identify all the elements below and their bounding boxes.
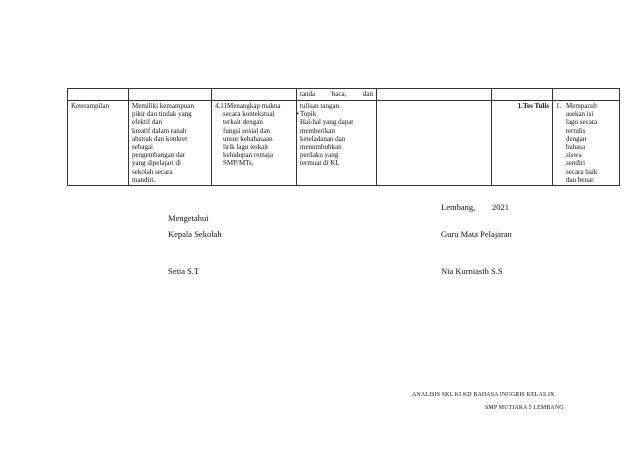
table-row [68,101,620,186]
material-line: Topik [300,110,317,119]
place-date: Lembang, [441,202,476,212]
aspect-cell [68,101,129,186]
table-row [68,89,620,101]
table-cell [297,89,377,101]
objective-line: efektif dan [132,118,163,127]
instrument-line: lagu secara [566,118,598,127]
competency-line: terkait dengan [223,118,263,127]
objective-line: pikir dan tindak yang [132,110,192,119]
objective-cell [129,101,212,186]
analysis-table [67,88,620,186]
objective-line: sekolah secara [132,167,173,176]
right-label-teacher: Guru Mata Pelajaran [441,229,512,239]
teacher-name: Nia Kurniasih S.S [441,266,503,276]
material-line: menumbuhkan [300,143,342,152]
material-line: termuat di KI. [300,159,340,168]
bullet-icon: • [296,110,299,118]
objective-line: sebagai [132,143,153,152]
assessment-label: 1.Tes Tulis [517,102,549,110]
competency-cell [212,101,297,186]
objective-line: abstrak dan konkret [132,134,188,143]
footer-title: ANALISIS SKL KI KD BAHASA INGGRIS KELAS IX [412,392,555,398]
competency-line: 4.11Menangkap makna [215,102,281,110]
instrument-line: secara baik [566,167,598,176]
competency-line: kehidupan remaja [223,151,273,160]
instrument-item [556,102,616,184]
table-cell [377,89,492,101]
material-line: Hal-hal yang dapat [300,118,354,127]
objective-line: yang dipelajari di [132,159,181,168]
item-number: 1. [556,102,562,110]
material-line: keteladanan dan [300,134,346,143]
empty-cell [377,101,492,186]
footer-school: SMP MUTIARA 5 LEMBANG [485,405,564,411]
table-cell [68,89,129,101]
objective-line: kreatif dalam ranah [132,126,187,135]
aspect-label: Keterampilan [71,102,110,110]
objective-line: mandiri. [132,175,156,184]
year: 2021 [492,202,509,212]
instrument-line: dengan [566,134,587,143]
assessment-cell [492,101,553,186]
principal-name: Setia S.T [168,266,200,276]
instrument-line: siswa [566,151,582,160]
text-fragment: tanda [300,90,316,98]
table-cell [212,89,297,101]
instrument-line: asekan isi [566,110,594,119]
material-line: memberikan [300,126,335,135]
competency-line: lirik lagu terkait [223,143,269,152]
competency-line: unsur kebahasaan [223,134,273,143]
material-line: tulisan tangan. [300,102,341,110]
instrument-line: bahasa [566,143,586,152]
table-cell [553,89,620,101]
objective-line: pengembangan dar [132,151,186,160]
instrument-line: Memparafr [566,102,598,110]
left-label-principal: Kepala Sekolah [168,229,222,239]
material-line: perilaku yang [300,151,339,160]
material-text-start [300,90,373,98]
instrument-line: dan benar. [566,175,595,184]
competency-line: SMP/MTs. [223,159,254,168]
left-label-acknowledged: Mengetahui [168,213,209,223]
instrument-line: tertulis [566,126,586,135]
text-fragment: baca, [331,90,347,98]
table-cell [492,89,553,101]
objective-line: Memiliki kemampuan [132,102,195,110]
instrument-text [566,102,597,184]
competency-line: fungsi sosial dan [223,126,271,135]
instrument-cell [553,101,620,186]
competency-line: secara kontekstual [223,110,275,119]
text-fragment: dan [362,90,373,98]
table-cell [129,89,212,101]
instrument-line: sendiri [566,159,586,168]
material-cell [297,101,377,186]
